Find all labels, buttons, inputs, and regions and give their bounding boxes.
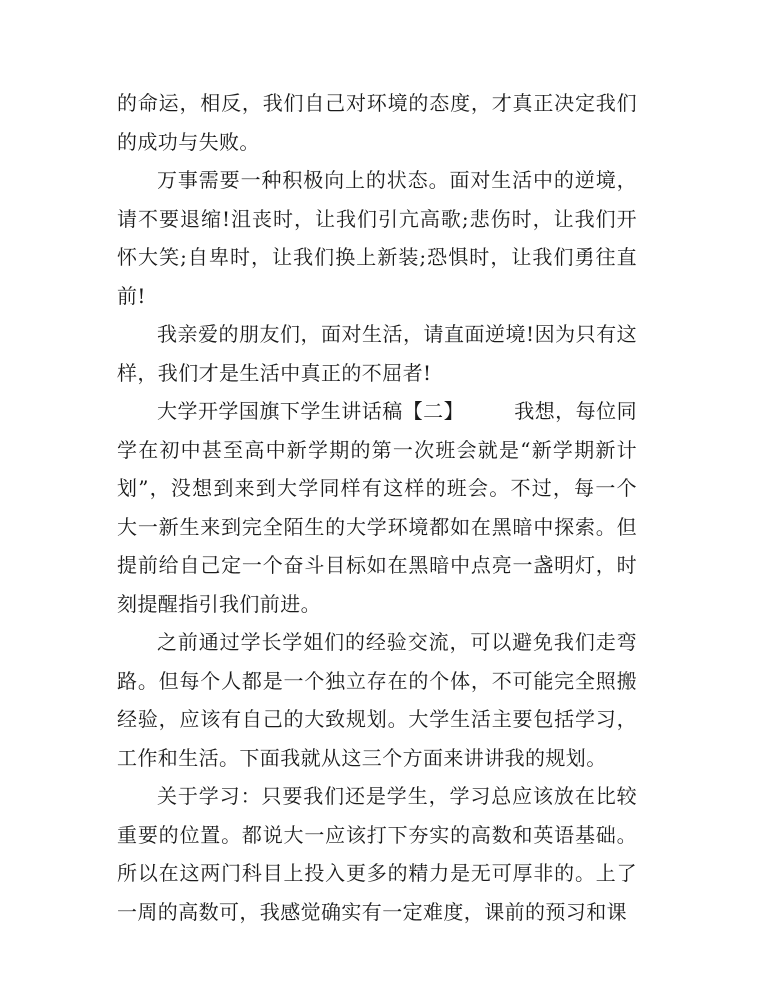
paragraph-positive-attitude: 万事需要一种积极向上的状态。面对生活中的逆境，请不要退缩!沮丧时，让我们引亢高歌;悲伤时，让我们开怀大笑;自卑时，让我们换上新装;恐惧时，让我们勇往直前! [117,168,637,308]
document-body [117,84,637,931]
paragraph-speech-two [117,392,637,623]
paragraph-study: 关于学习：只要我们还是学生，学习总应该放在比较重要的位置。都说大一应该打下夯实的高数和英语基础。所以在这两门科目上投入更多的精力是无可厚非的。上了一周的高数可，我感觉确实有一定难度，课前的预习和课 [117,784,637,924]
speech-heading: 大学开学国旗下学生讲话稿【二】 [157,399,465,423]
paragraph-continuation: 的命运，相反，我们自己对环境的态度，才真正决定我们的成功与失败。 [117,91,637,154]
paragraph-experience: 之前通过学长学姐们的经验交流，可以避免我们走弯路。但每个人都是一个独立存在的个体，不可能完全照搬经验，应该有自己的大致规划。大学生活主要包括学习，工作和生活。下面我就从这三个方面来讲讲我的规划。 [117,630,637,770]
paragraph-face-adversity: 我亲爱的朋友们，面对生活，请直面逆境!因为只有这样，我们才是生活中真正的不屈者! [117,322,637,385]
speech-two-text: 我想，每位同学在初中甚至高中新学期的第一次班会就是“新学期新计划”，没想到来到大学同样有这样的班会。不过，每一个大一新生来到完全陌生的大学环境都如在黑暗中探索。但提前给自己定一个奋斗目标如在黑暗中点亮一盏明灯，时刻提醒指引我们前进。 [117,399,637,616]
